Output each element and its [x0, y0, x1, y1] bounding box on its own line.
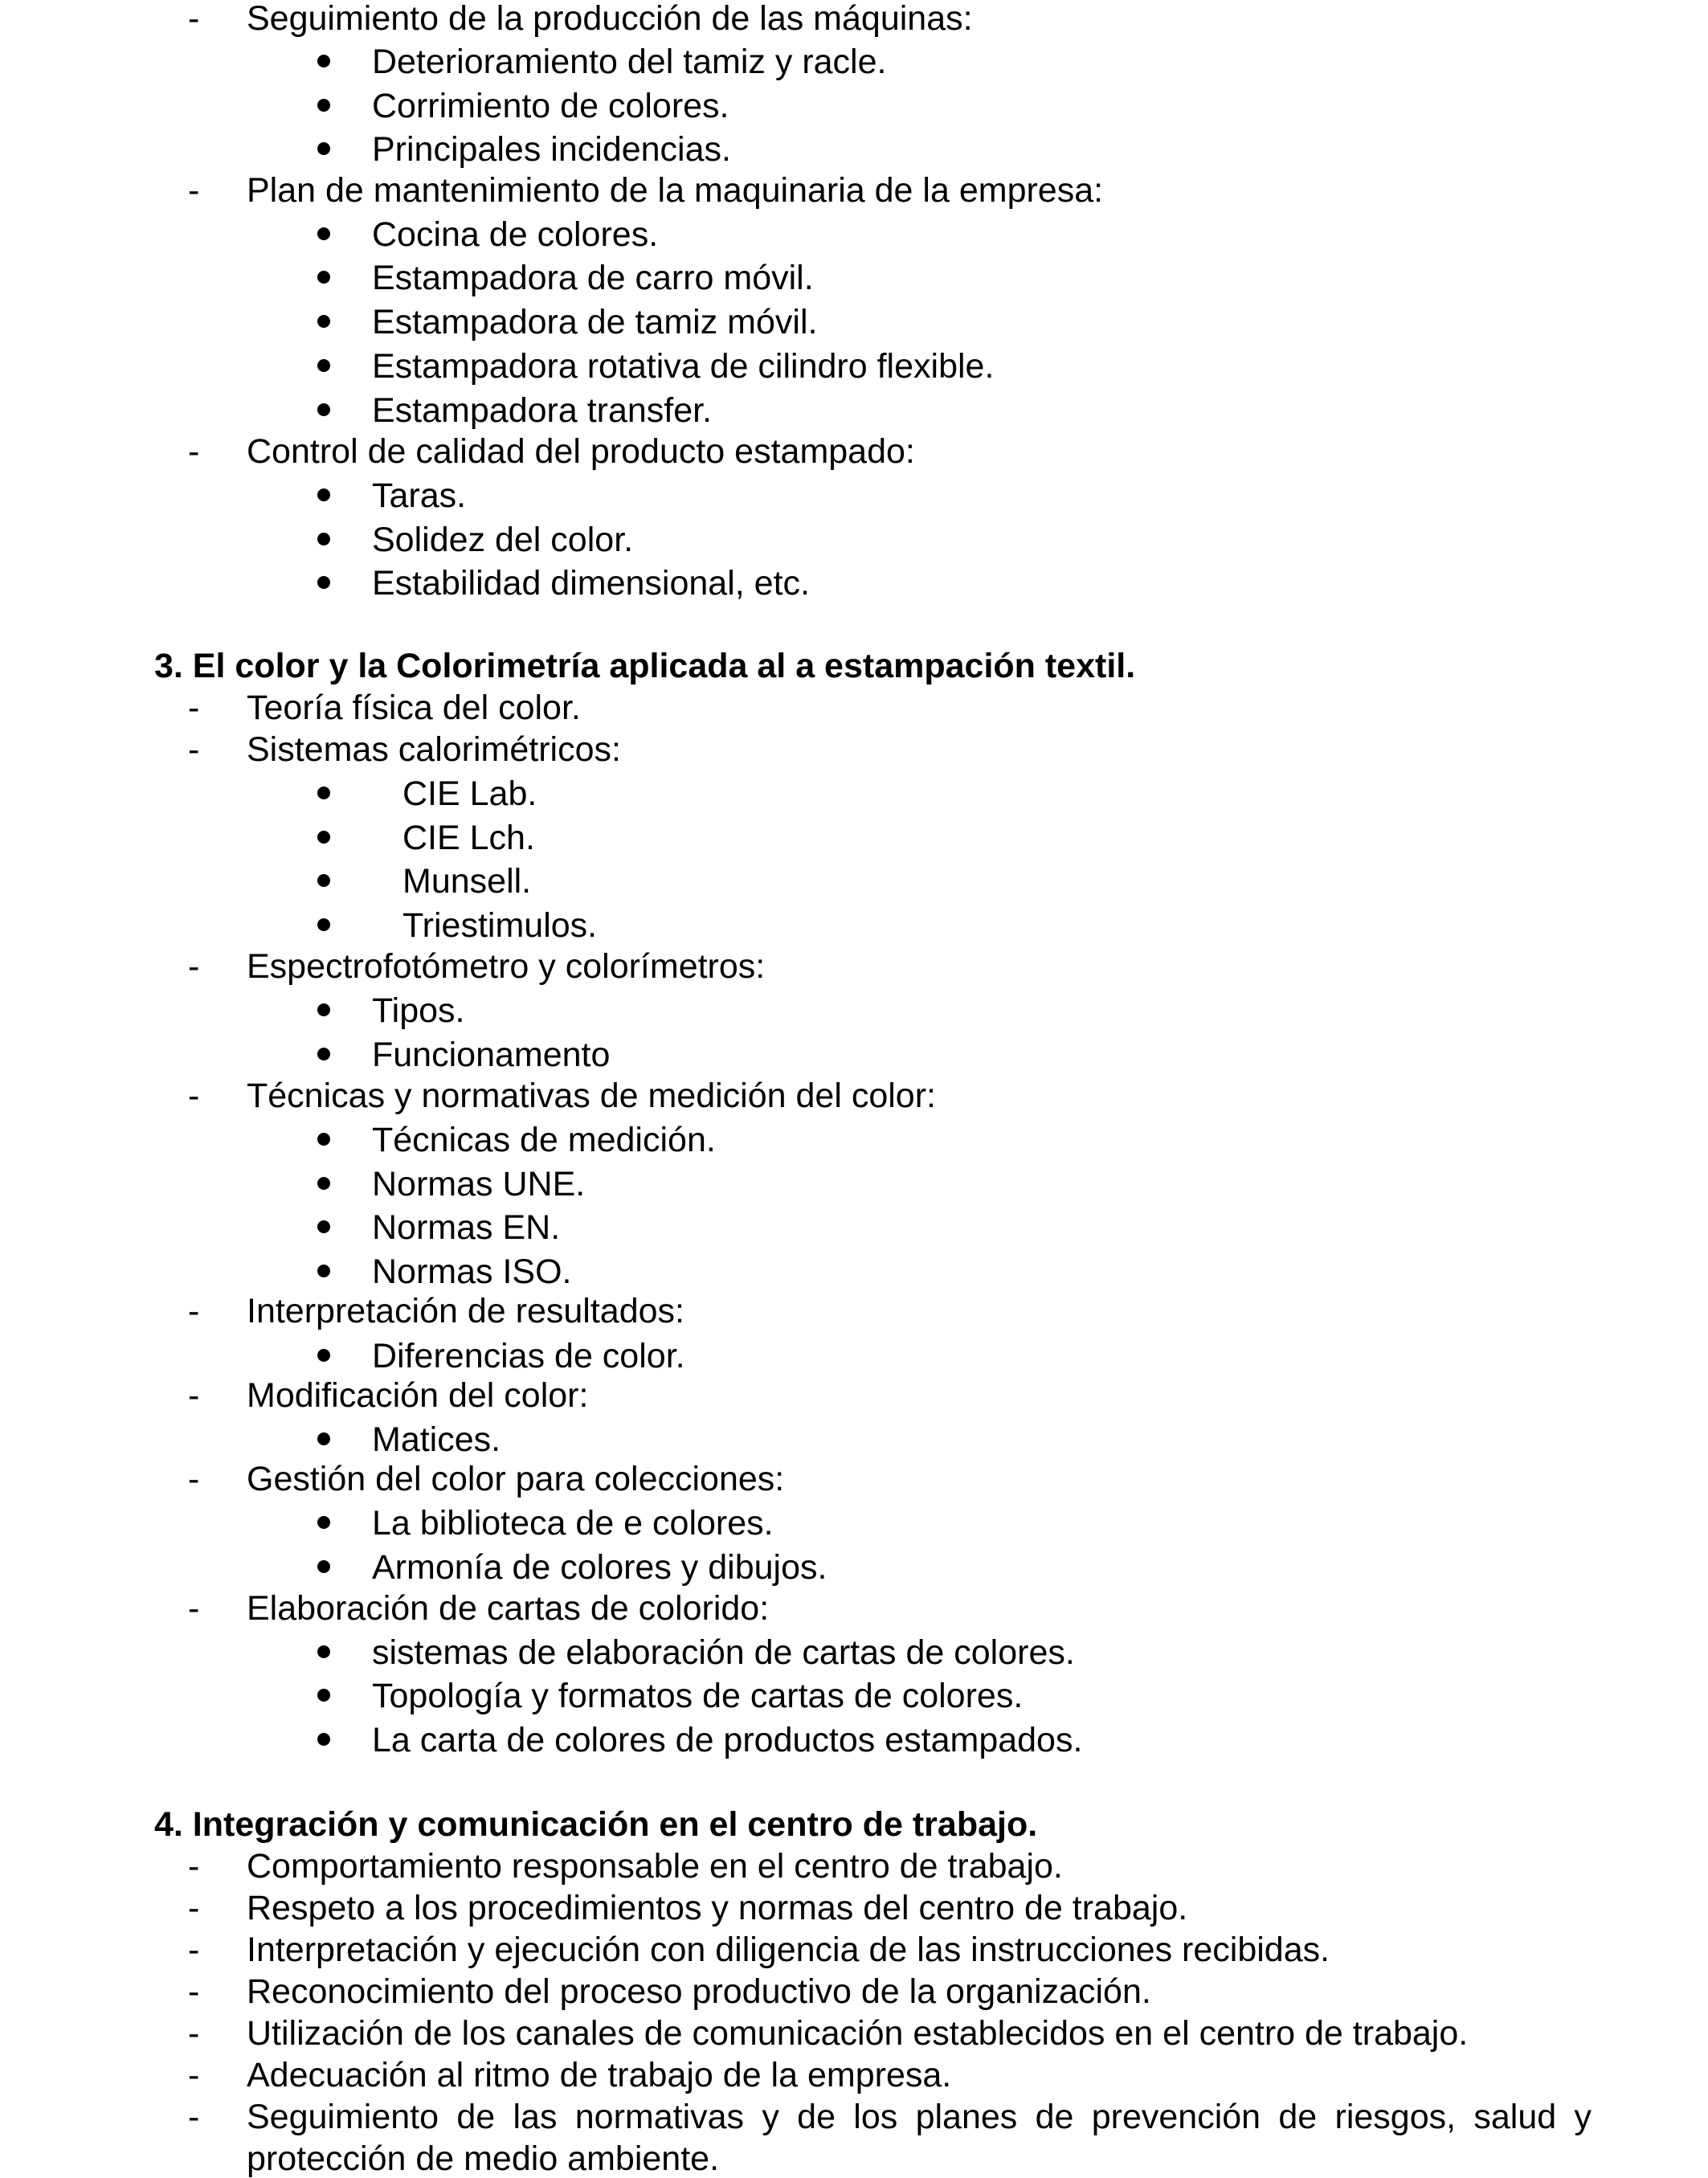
dash-marker: -: [188, 730, 200, 769]
bullet-icon: [317, 1220, 330, 1233]
list-item: Respeto a los procedimientos y normas del centro de trabajo.: [247, 1889, 1188, 1927]
list-item: Deterioramiento del tamiz y racle.: [372, 43, 887, 81]
list-item: Estampadora rotativa de cilindro flexible.: [372, 347, 995, 386]
list-item: CIE Lab.: [402, 774, 537, 813]
bullet-icon: [317, 874, 330, 887]
bullet-icon: [317, 55, 330, 67]
list-item: Cocina de colores.: [372, 215, 659, 254]
list-item: Normas EN.: [372, 1208, 561, 1247]
list-item: Taras.: [372, 476, 467, 515]
dash-marker: -: [188, 1460, 200, 1498]
list-item: Funcionamento: [372, 1036, 611, 1074]
dash-marker: -: [188, 1847, 200, 1886]
list-item: Principales incidencias.: [372, 130, 731, 169]
list-item: Solidez del color.: [372, 521, 634, 559]
sub-topic-label: Espectrofotómetro y colorímetros:: [247, 947, 766, 986]
list-item: Diferencias de color.: [372, 1337, 685, 1375]
dash-marker: -: [188, 689, 200, 727]
bullet-icon: [317, 488, 330, 501]
list-item: Comportamiento responsable en el centro de trabajo.: [247, 1847, 1063, 1886]
bullet-icon: [317, 1733, 330, 1746]
bullet-icon: [317, 1432, 330, 1445]
bullet-icon: [317, 1003, 330, 1016]
bullet-icon: [317, 1560, 330, 1573]
list-item: La carta de colores de productos estampados.: [372, 1721, 1083, 1759]
section-heading: 3. El color y la Colorimetría aplicada al a estampación textil.: [154, 647, 1136, 685]
bullet-icon: [317, 359, 330, 372]
bullet-icon: [317, 1349, 330, 1362]
dash-marker: -: [188, 947, 200, 986]
list-item: Estampadora transfer.: [372, 391, 713, 430]
sub-topic-label: Elaboración de cartas de colorido:: [247, 1589, 770, 1628]
sub-topic-label: Técnicas y normativas de medición del color:: [247, 1077, 936, 1115]
dash-marker: -: [188, 432, 200, 471]
dash-marker: -: [188, 0, 200, 38]
list-item: Estampadora de tamiz móvil.: [372, 303, 818, 341]
list-item: Topología y formatos de cartas de colores.: [372, 1677, 1024, 1715]
sub-topic-label: Modificación del color:: [247, 1376, 589, 1415]
sub-topic-label: Seguimiento de la producción de las máquinas:: [247, 0, 973, 38]
bullet-icon: [317, 1689, 330, 1702]
list-item: Interpretación y ejecución con diligencia de las instrucciones recibidas.: [247, 1931, 1330, 1969]
dash-marker: -: [188, 1972, 200, 2011]
list-item: Normas UNE.: [372, 1165, 586, 1203]
list-item: CIE Lch.: [402, 819, 535, 857]
dash-marker: -: [188, 2098, 200, 2136]
dash-marker: -: [188, 1889, 200, 1927]
bullet-icon: [317, 271, 330, 284]
list-item: Adecuación al ritmo de trabajo de la empresa.: [247, 2056, 952, 2094]
dash-marker: -: [188, 2056, 200, 2094]
dash-marker: -: [188, 1077, 200, 1115]
sub-topic-label: Interpretación de resultados:: [247, 1292, 684, 1330]
dash-marker: -: [188, 1589, 200, 1628]
bullet-icon: [317, 1265, 330, 1277]
list-item-line-1: Seguimiento de las normativas y de los planes de prevención de riesgos, salud y: [247, 2098, 1592, 2136]
dash-marker: -: [188, 1376, 200, 1415]
list-item: Estabilidad dimensional, etc.: [372, 564, 810, 603]
list-item: Corrimiento de colores.: [372, 87, 729, 125]
bullet-icon: [317, 831, 330, 844]
sub-topic-label: Gestión del color para colecciones:: [247, 1460, 785, 1498]
sub-topic-label: Sistemas calorimétricos:: [247, 730, 621, 769]
bullet-icon: [317, 787, 330, 799]
sub-topic-label: Plan de mantenimiento de la maquinaria de la empresa:: [247, 171, 1104, 210]
list-item: La biblioteca de e colores.: [372, 1504, 774, 1543]
dash-marker: -: [188, 1292, 200, 1330]
sub-topic-label: Teoría física del color.: [247, 689, 581, 727]
list-item: Matices.: [372, 1420, 501, 1459]
bullet-icon: [317, 1177, 330, 1190]
bullet-icon: [317, 403, 330, 416]
bullet-icon: [317, 918, 330, 931]
list-item: Técnicas de medición.: [372, 1121, 716, 1159]
list-item: Armonía de colores y dibujos.: [372, 1548, 827, 1587]
bullet-icon: [317, 227, 330, 240]
dash-marker: -: [188, 171, 200, 210]
list-item: Reconocimiento del proceso productivo de la organización.: [247, 1972, 1151, 2011]
bullet-icon: [317, 1645, 330, 1658]
bullet-icon: [317, 1048, 330, 1060]
section-heading: 4. Integración y comunicación en el centro de trabajo.: [154, 1805, 1038, 1844]
bullet-icon: [317, 142, 330, 155]
dash-marker: -: [188, 1931, 200, 1969]
list-item: Normas ISO.: [372, 1252, 572, 1291]
list-item: Munsell.: [402, 862, 532, 901]
bullet-icon: [317, 99, 330, 112]
dash-marker: -: [188, 2014, 200, 2053]
sub-topic-label: Control de calidad del producto estampado:: [247, 432, 915, 471]
list-item-line-2: protección de medio ambiente.: [247, 2139, 720, 2178]
bullet-icon: [317, 1516, 330, 1529]
bullet-icon: [317, 1133, 330, 1146]
bullet-icon: [317, 315, 330, 328]
list-item: Utilización de los canales de comunicación establecidos en el centro de trabajo.: [247, 2014, 1469, 2053]
list-item: Estampadora de carro móvil.: [372, 259, 814, 297]
bullet-icon: [317, 576, 330, 589]
list-item: sistemas de elaboración de cartas de colores.: [372, 1633, 1075, 1672]
list-item: Triestimulos.: [402, 906, 598, 945]
list-item: Tipos.: [372, 991, 465, 1030]
bullet-icon: [317, 533, 330, 546]
